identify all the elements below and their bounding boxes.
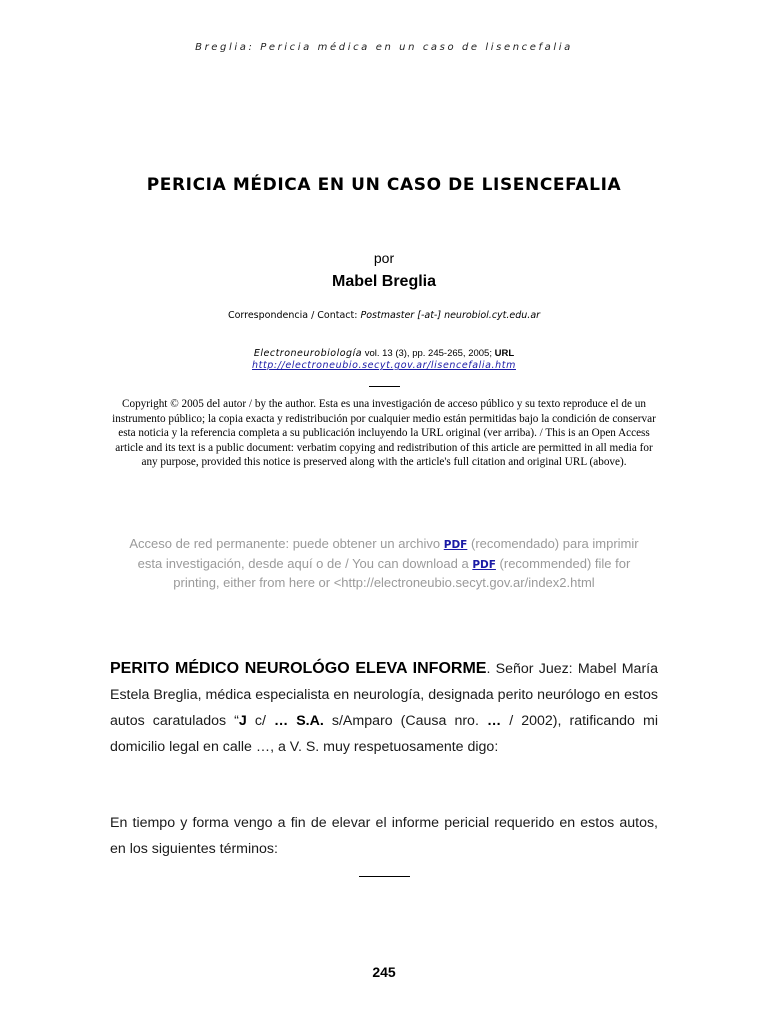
copyright-notice: Copyright © 2005 del autor / by the author. Esta es una investigación de acceso público y su texto reproduce el de un instrumento público; la copia exacta y redistribución por cualquier medio están permitidas bajo la condición de conservar esta noticia y la referencia completa a su publicación incluyendo la URL original (ver arriba). / This is an Open Access article and its text is a public document: verbatim copying and redistribution of this article are permitted in all media for any purpose, provided this notice is preserved along with the article's full citation and original URL (above). <box>112 398 656 469</box>
contact-email: Postmaster [-at-] neurobiol.cyt.edu.ar <box>360 310 541 321</box>
byline-por: por <box>373 250 395 266</box>
p1-text-d: s/Amparo (Causa nro. <box>323 713 487 729</box>
access-text-2: (recomendado) para imprimir esta investigación, desde aquí o de / You can download a <box>137 536 639 571</box>
author-name: Mabel Breglia <box>331 273 437 290</box>
journal-name: Electroneurobiología <box>253 348 363 359</box>
article-title: PERICIA MÉDICA EN UN CASO DE LISENCEFALIA <box>146 175 622 195</box>
p1-bold-1: J <box>238 713 247 729</box>
citation-details: vol. 13 (3), pp. 245-265, 2005; <box>364 348 492 359</box>
page-number: 245 <box>372 964 396 980</box>
divider-rule-2 <box>359 876 410 877</box>
article-url-link[interactable]: http://electroneubio.secyt.gov.ar/lisencefalia.htm <box>252 360 516 371</box>
p1-text-a: . Señor Juez: Mabel María Estela Breglia, médica especialista en neurología, designada perito neurólogo en estos autos caratulados “ <box>110 661 659 729</box>
citation-block <box>0 348 768 372</box>
p1-bold-3: … <box>486 713 502 729</box>
access-notice <box>118 535 650 592</box>
url-label: URL <box>494 348 515 359</box>
running-header: Breglia: Pericia médica en un caso de lisencefalia <box>195 42 573 53</box>
body-paragraph-2: En tiempo y forma vengo a fin de elevar el informe pericial requerido en estos autos, en los siguientes términos: <box>110 815 658 857</box>
access-text-1: Acceso de red permanente: puede obtener un archivo <box>129 536 441 551</box>
section-lead: PERITO MÉDICO NEUROLÓGO ELEVA INFORME <box>110 660 487 677</box>
p1-text-e: / 2002), ratificando mi domicilio legal en calle …, a V. S. muy respetuosamente digo: <box>110 713 658 755</box>
pdf-link-2[interactable]: PDF <box>472 558 496 571</box>
p1-bold-2: … S.A. <box>273 713 324 729</box>
access-text-3: (recommended) file for printing, either from here or <http://electroneubio.secyt.gov.ar/index2.html <box>173 555 631 590</box>
contact-label: Correspondencia / Contact: <box>227 310 358 321</box>
divider-rule <box>369 386 400 387</box>
p1-text-c: c/ <box>246 713 274 729</box>
pdf-link-1[interactable]: PDF <box>443 539 468 551</box>
body-paragraph-1 <box>110 656 658 760</box>
contact-line <box>0 310 768 321</box>
